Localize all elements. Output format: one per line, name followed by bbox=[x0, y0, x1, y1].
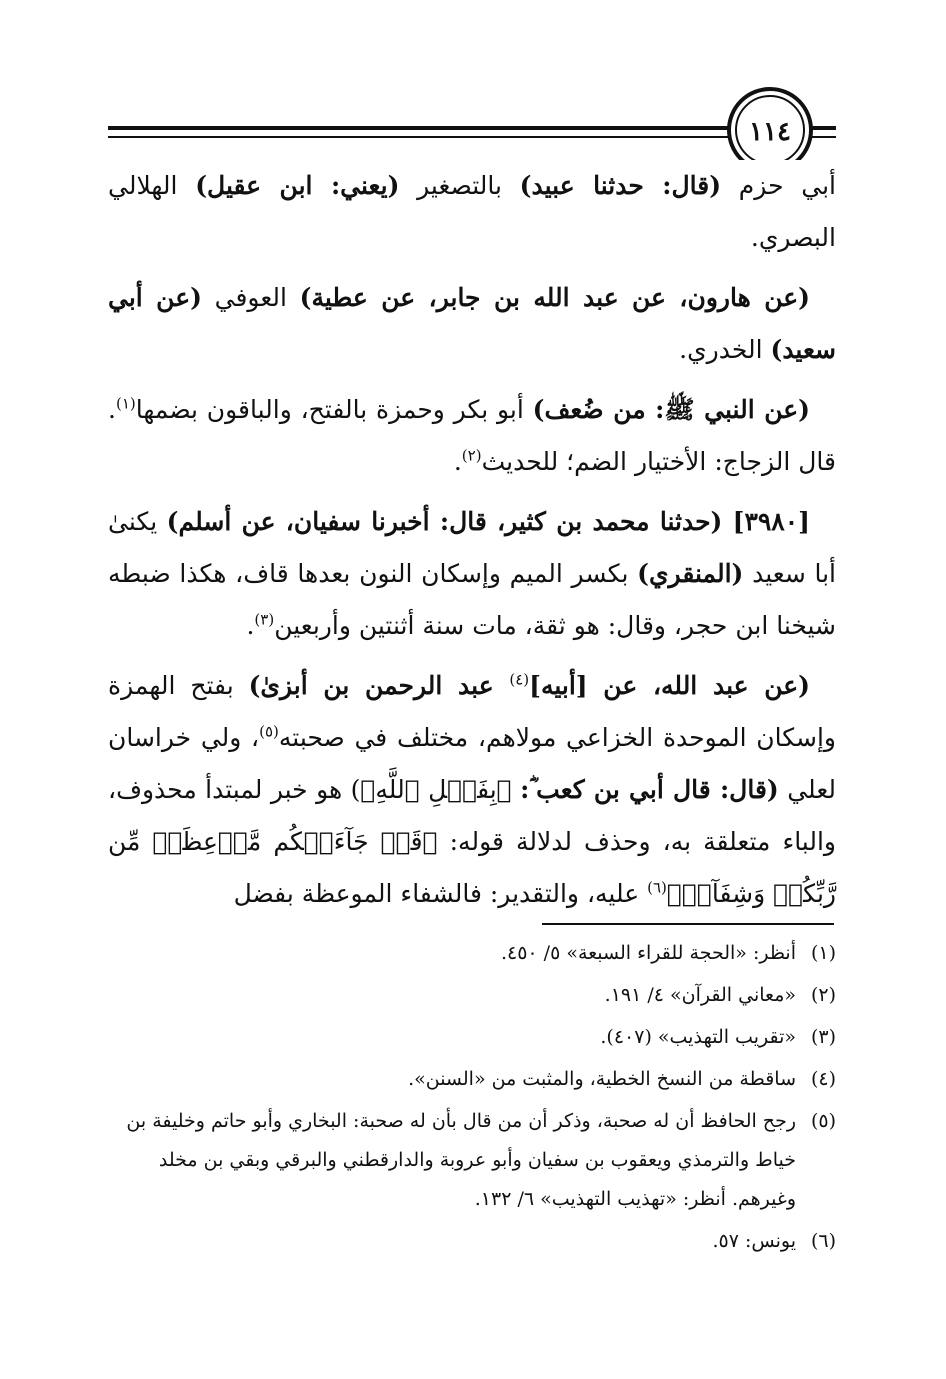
footnote-text: ساقطة من النسخ الخطية، والمثبت من «السنن». bbox=[408, 1068, 796, 1090]
footnote-text: رجح الحافظ أن له صحبة، وذكر أن من قال بأن له صحبة: البخاري وأبو حاتم وخليفة بن خياط والترمذي ويعقوب بن سفيان وأبو عروبة والدارقطني والبرقي وبقي بن مخلد وغيرهم. أنظر: «تهذيب التهذيب» ٦/ ١٣٢. bbox=[126, 1110, 796, 1210]
footnote-5 bbox=[108, 1102, 836, 1219]
footnote-1 bbox=[108, 934, 836, 973]
footnote-ref[interactable]: (٣) bbox=[254, 610, 275, 629]
paragraph-4 bbox=[108, 496, 836, 652]
bold-run: [٣٩٨٠] (حدثنا محمد بن كثير، قال: أخبرنا سفيان، عن أسلم) bbox=[166, 507, 811, 536]
text-run: بفتح الهمزة وإسكان الموحدة الخزاعي مولاهم، مختلف في صحبته bbox=[108, 671, 836, 752]
footnote-2 bbox=[108, 976, 836, 1015]
bold-run: (عن عبد الله، عن [أبيه] bbox=[529, 671, 810, 700]
bold-run: (المنقري) bbox=[637, 559, 744, 588]
header-ornament bbox=[0, 0, 946, 160]
bold-run: (عن أبي سعيد) bbox=[108, 283, 836, 364]
footnotes bbox=[108, 934, 836, 1264]
text-run: عليه، والتقدير: فالشفاء الموعظة بفضل bbox=[233, 879, 648, 908]
footnote-number: (٢) bbox=[810, 984, 836, 1006]
footnote-number: (٣) bbox=[810, 1026, 836, 1048]
text-run: الخدري. bbox=[679, 335, 771, 364]
bold-run: عبد الرحمن بن أبزىٰ) bbox=[248, 671, 510, 700]
footnote-ref[interactable]: (٥) bbox=[259, 722, 279, 741]
text-run: . bbox=[246, 611, 255, 640]
text-run: يكنىٰ أبا سعيد bbox=[108, 507, 836, 588]
footnote-6 bbox=[108, 1222, 836, 1261]
text-run: العوفي bbox=[201, 283, 300, 312]
paragraph-2 bbox=[108, 272, 836, 376]
text-run: ، ولي خراسان لعلي bbox=[108, 723, 836, 804]
text-run: أبو بكر وحمزة بالفتح، والباقون بضمها bbox=[135, 395, 533, 424]
quran-verse: ﴿بِفَضۡلِ ٱللَّهِ﴾ bbox=[360, 775, 521, 804]
footnote-4 bbox=[108, 1060, 836, 1099]
footnote-number: (١) bbox=[810, 942, 836, 964]
footnote-text: يونس: ٥٧. bbox=[712, 1230, 796, 1252]
page-header bbox=[0, 0, 946, 160]
bold-run: (قال: حدثنا عبيد) bbox=[519, 171, 722, 200]
text-run: بكسر الميم وإسكان النون بعدها قاف، هكذا ضبطه شيخنا ابن حجر، وقال: هو ثقة، مات سنة أثنتين وأربعين bbox=[108, 559, 836, 640]
footnote-number: (٤) bbox=[810, 1068, 836, 1090]
text-run: . bbox=[453, 447, 462, 476]
paragraph-3 bbox=[108, 384, 836, 488]
footnote-text: «معاني القرآن» ٤/ ١٩١. bbox=[604, 984, 796, 1006]
bold-run: (قال: قال أبي بن كعب ؓ: bbox=[520, 775, 779, 804]
bold-run: (عن هارون، عن عبد الله بن جابر، عن عطية) bbox=[299, 283, 810, 312]
paragraph-5 bbox=[108, 660, 836, 920]
footnote-separator bbox=[542, 923, 834, 925]
main-text bbox=[108, 160, 836, 928]
footnote-text: «تقريب التهذيب» (٤٠٧). bbox=[600, 1026, 796, 1048]
text-run: أبي حزم bbox=[721, 171, 836, 200]
bold-run: (يعني: ابن عقيل) bbox=[195, 171, 400, 200]
footnote-ref[interactable]: (٦) bbox=[647, 878, 667, 897]
footnote-ref[interactable]: (١) bbox=[115, 394, 136, 413]
footnote-3 bbox=[108, 1018, 836, 1057]
bold-run: (عن النبي ﷺ: من ضُعف) bbox=[532, 395, 810, 424]
footnote-number: (٥) bbox=[810, 1110, 836, 1132]
page-number: ١١٤ bbox=[749, 117, 791, 147]
footnote-text: أنظر: «الحجة للقراء السبعة» ٥/ ٤٥٠. bbox=[500, 942, 796, 964]
text-run: . قال الزجاج: الأختيار الضم؛ للحديث bbox=[108, 395, 836, 476]
text-run: بالتصغير bbox=[399, 171, 520, 200]
paragraph-1 bbox=[108, 160, 836, 264]
footnote-number: (٦) bbox=[810, 1230, 836, 1252]
footnote-ref[interactable]: (٤) bbox=[509, 670, 530, 689]
text-run: الهلالي البصري. bbox=[108, 171, 836, 252]
footnote-ref[interactable]: (٢) bbox=[461, 446, 482, 465]
text-run: ) هو خبر لمبتدأ محذوف، والباء متعلقة به، وحذف لدلالة قوله: bbox=[108, 775, 836, 856]
quran-verse: ﴿قَدۡ جَآءَتۡكُم مَّوۡعِظَةٞ مِّن رَّبِّكُمۡ وَشِفَآءٞ﴾ bbox=[108, 827, 836, 908]
